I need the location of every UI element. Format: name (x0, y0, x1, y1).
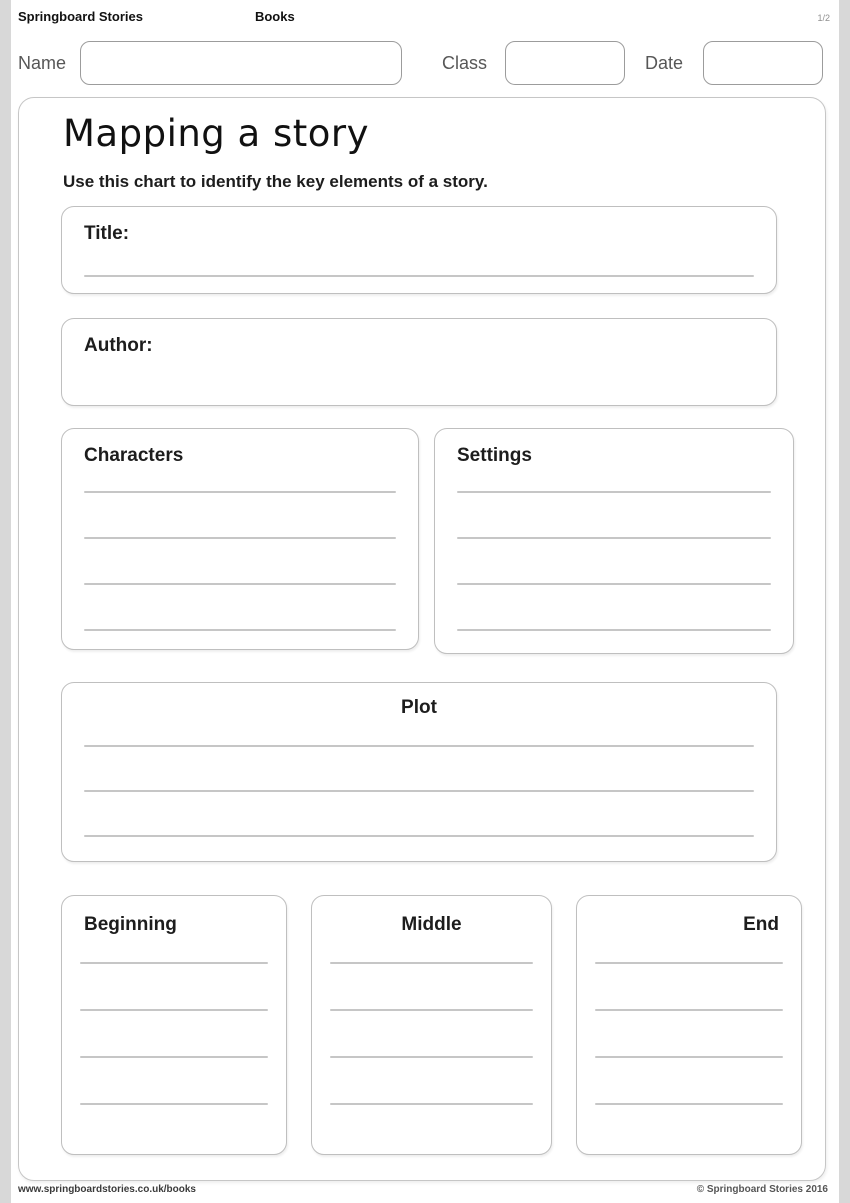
date-input[interactable] (703, 41, 823, 85)
beginning-box (61, 895, 287, 1155)
writing-line (80, 962, 268, 964)
writing-lines (62, 962, 286, 1105)
writing-line (330, 962, 533, 964)
header (18, 9, 830, 24)
title-box-label: Title: (84, 223, 130, 244)
writing-line (595, 1009, 783, 1011)
class-label: Class (442, 52, 488, 73)
page-title: Mapping a story (63, 112, 370, 155)
beginning-box-label: Beginning (84, 914, 177, 935)
middle-box-label: Middle (401, 914, 462, 935)
name-label: Name (18, 52, 67, 73)
writing-line (84, 790, 754, 792)
author-box (61, 318, 777, 406)
characters-box (61, 428, 419, 650)
writing-line (330, 1009, 533, 1011)
footer-url: www.springboardstories.co.uk/books (18, 1184, 196, 1195)
author-box-label: Author: (84, 335, 153, 356)
writing-lines (577, 962, 801, 1105)
student-fields-row (18, 41, 823, 85)
writing-line (330, 1103, 533, 1105)
name-input[interactable] (80, 41, 402, 85)
writing-line (80, 1056, 268, 1058)
writing-lines (62, 491, 418, 631)
writing-line (595, 962, 783, 964)
writing-line (84, 835, 754, 837)
writing-line (457, 629, 771, 631)
title-box (61, 206, 777, 294)
writing-lines (62, 275, 776, 277)
section-label: Books (254, 9, 295, 24)
writing-line (80, 1009, 268, 1011)
footer-copyright: © Springboard Stories 2016 (696, 1184, 828, 1195)
plot-box-label: Plot (401, 697, 437, 718)
writing-line (84, 491, 396, 493)
class-input[interactable] (505, 41, 625, 85)
page-indicator: 1/2 (817, 13, 830, 23)
writing-line (457, 583, 771, 585)
end-box-label: End (743, 914, 779, 935)
writing-line (84, 629, 396, 631)
characters-box-label: Characters (84, 445, 184, 466)
writing-line (595, 1103, 783, 1105)
writing-line (84, 745, 754, 747)
plot-box (61, 682, 777, 862)
writing-line (80, 1103, 268, 1105)
writing-line (84, 275, 754, 277)
left-edge-bar (0, 0, 11, 1203)
end-box (576, 895, 802, 1155)
writing-lines (62, 745, 776, 837)
writing-line (457, 491, 771, 493)
writing-line (330, 1056, 533, 1058)
writing-line (595, 1056, 783, 1058)
writing-lines (312, 962, 551, 1105)
settings-box-label: Settings (457, 445, 532, 466)
writing-line (84, 537, 396, 539)
worksheet-card (18, 97, 826, 1181)
middle-box (311, 895, 552, 1155)
right-edge-bar (839, 0, 850, 1203)
writing-line (457, 537, 771, 539)
date-label: Date (645, 52, 684, 73)
page-subtitle: Use this chart to identify the key elements of a story. (63, 172, 488, 191)
writing-line (84, 583, 396, 585)
brand-text: Springboard Stories (18, 9, 143, 24)
writing-lines (435, 491, 793, 631)
settings-box (434, 428, 794, 654)
